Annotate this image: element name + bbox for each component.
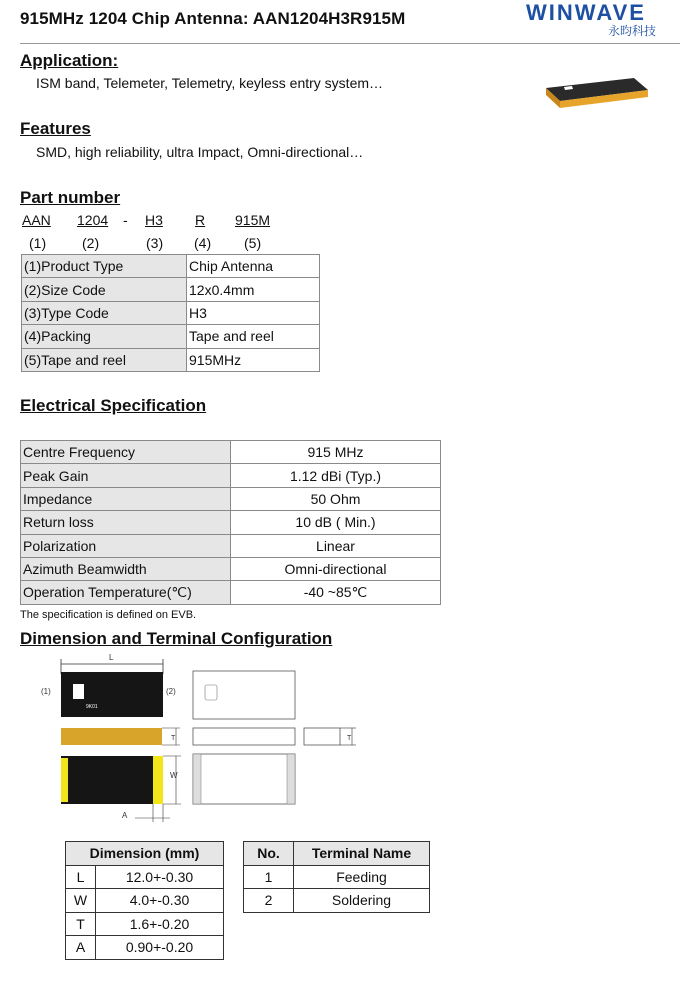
front-terminal-left <box>61 758 68 802</box>
table-row <box>22 325 320 348</box>
es-label: Peak Gain <box>21 464 231 487</box>
company-logo <box>526 2 686 40</box>
table-row <box>22 255 320 278</box>
dimension-table <box>65 841 224 960</box>
features-text: SMD, high reliability, ultra Impact, Omni-directional… <box>36 144 364 160</box>
t-label-1: T <box>171 735 176 742</box>
t-label-2: T <box>347 735 352 742</box>
pn-code-4: R <box>195 212 206 228</box>
pin2-label: (2) <box>166 687 176 696</box>
dim-sym: L <box>66 865 96 889</box>
dim-sym: T <box>66 912 96 936</box>
table-row <box>66 865 224 889</box>
es-label: Return loss <box>21 511 231 534</box>
pn-dash: - <box>123 212 128 228</box>
dimension-drawing <box>35 650 375 830</box>
application-text: ISM band, Telemeter, Telemetry, keyless entry system… <box>36 75 384 91</box>
table-row <box>66 889 224 913</box>
chip-mark: 9K01 <box>86 704 98 710</box>
dim-val: 12.0+-0.30 <box>96 865 224 889</box>
pt-label: (5)Tape and reel <box>22 348 187 371</box>
pn-code-3: H3 <box>145 212 163 228</box>
table-row <box>21 441 441 464</box>
pn-code-1: AAN <box>22 212 51 228</box>
es-label: Impedance <box>21 487 231 510</box>
pt-label: (1)Product Type <box>22 255 187 278</box>
pn-index-4: (4) <box>194 235 212 251</box>
bottom-view-outline <box>193 671 295 719</box>
pt-value: H3 <box>187 301 320 324</box>
es-value: 1.12 dBi (Typ.) <box>231 464 441 487</box>
pt-value: Chip Antenna <box>187 255 320 278</box>
pn-code-2: 1204 <box>77 212 109 228</box>
dim-val: 1.6+-0.20 <box>96 912 224 936</box>
electrical-spec-table <box>20 440 441 605</box>
front-terminal-right <box>153 756 163 804</box>
es-value: 10 dB ( Min.) <box>231 511 441 534</box>
pt-value: Tape and reel <box>187 325 320 348</box>
l-label: L <box>109 653 114 662</box>
dimension-heading: Dimension and Terminal Configuration <box>20 629 333 648</box>
w-label: W <box>170 771 178 780</box>
dim-val: 4.0+-0.30 <box>96 889 224 913</box>
table-row <box>21 511 441 534</box>
terminal-name: Feeding <box>294 865 430 889</box>
terminal-col-name: Terminal Name <box>294 842 430 866</box>
table-row <box>21 534 441 557</box>
es-label: Azimuth Beamwidth <box>21 557 231 580</box>
pin1-label: (1) <box>41 687 51 696</box>
table-row <box>22 348 320 371</box>
pt-label: (2)Size Code <box>22 278 187 301</box>
dim-sym: A <box>66 936 96 960</box>
spec-note: The specification is defined on EVB. <box>20 609 197 621</box>
chip-photo <box>538 76 650 110</box>
es-value: -40 ~85℃ <box>231 581 441 604</box>
table-row <box>22 278 320 301</box>
pt-label: (4)Packing <box>22 325 187 348</box>
table-header-row <box>244 842 430 866</box>
pt-value: 12x0.4mm <box>187 278 320 301</box>
rear-view-outline <box>193 754 295 804</box>
table-row <box>244 889 430 913</box>
dim-val: 0.90+-0.20 <box>96 936 224 960</box>
terminal-no: 2 <box>244 889 294 913</box>
table-row <box>66 936 224 960</box>
application-heading: Application: <box>20 51 119 70</box>
logo-subtext: 永昀科技 <box>607 24 656 38</box>
pn-code-5: 915M <box>235 212 271 228</box>
terminal-table <box>243 841 430 913</box>
side-view-outline <box>193 728 295 745</box>
features-heading: Features <box>20 119 91 138</box>
a-label: A <box>122 811 128 820</box>
top-view-marker <box>73 684 84 699</box>
page-title: 915MHz 1204 Chip Antenna: AAN1204H3R915M <box>20 9 406 28</box>
es-value: 915 MHz <box>231 441 441 464</box>
es-value: Linear <box>231 534 441 557</box>
logo-text: WINWAVE <box>526 0 646 25</box>
pn-index-1: (1) <box>29 235 47 251</box>
bottom-view-marker <box>205 685 217 700</box>
table-row <box>21 581 441 604</box>
terminal-name: Soldering <box>294 889 430 913</box>
rear-terminal-right <box>287 754 295 804</box>
pt-label: (3)Type Code <box>22 301 187 324</box>
table-header-row <box>66 842 224 866</box>
pn-index-5: (5) <box>244 235 262 251</box>
table-row <box>21 464 441 487</box>
part-type-table <box>21 254 320 372</box>
es-value: 50 Ohm <box>231 487 441 510</box>
dim-sym: W <box>66 889 96 913</box>
rear-terminal-left <box>193 754 201 804</box>
es-value: Omni-directional <box>231 557 441 580</box>
es-label: Centre Frequency <box>21 441 231 464</box>
dimension-header: Dimension (mm) <box>66 842 224 866</box>
front-view-chip <box>61 756 163 804</box>
terminal-no: 1 <box>244 865 294 889</box>
es-label: Polarization <box>21 534 231 557</box>
end-view-outline <box>304 728 340 745</box>
terminal-col-no: No. <box>244 842 294 866</box>
pt-value: 915MHz <box>187 348 320 371</box>
electrical-heading: Electrical Specification <box>20 396 207 415</box>
table-row <box>244 865 430 889</box>
table-row <box>21 487 441 510</box>
header-divider <box>20 43 680 44</box>
table-row <box>21 557 441 580</box>
pn-index-3: (3) <box>146 235 164 251</box>
es-label: Operation Temperature(℃) <box>21 581 231 604</box>
table-row <box>22 301 320 324</box>
side-view-chip <box>61 728 162 745</box>
table-row <box>66 912 224 936</box>
part-number-heading: Part number <box>20 188 121 207</box>
pn-index-2: (2) <box>82 235 100 251</box>
